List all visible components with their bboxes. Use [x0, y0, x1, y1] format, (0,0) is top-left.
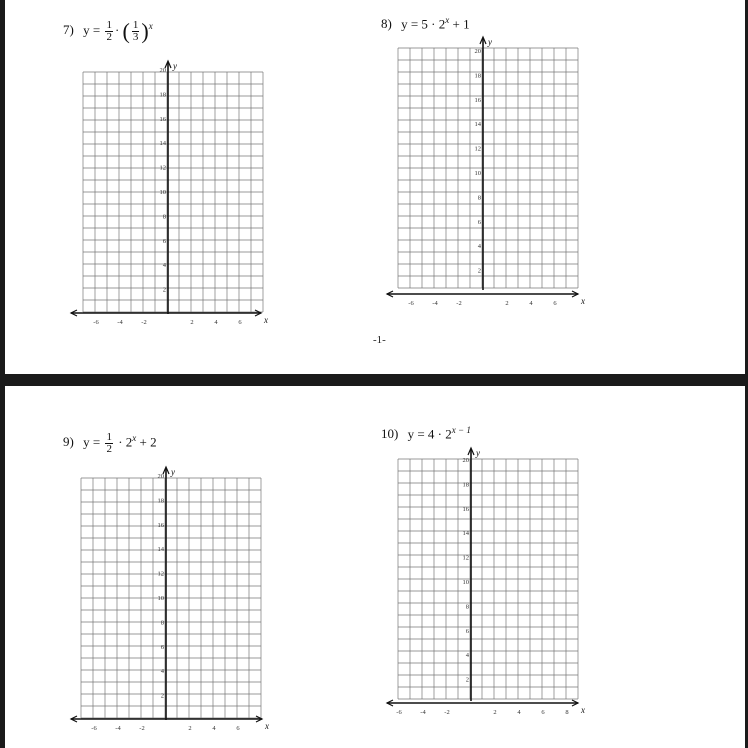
problem-9-base: · 2 [118, 434, 133, 450]
y-tick-label: 2 [465, 676, 469, 684]
x-tick-label: -2 [444, 709, 450, 716]
x-axis-label: x [264, 315, 268, 325]
y-axis-label: y [171, 467, 175, 477]
y-tick-label: 20 [474, 48, 481, 55]
y-tick-label: 8 [162, 213, 166, 221]
y-tick-label: 18 [462, 481, 469, 489]
x-tick-label: 6 [236, 725, 240, 732]
frac-num: 1 [106, 431, 112, 443]
y-tick-label: 6 [477, 218, 481, 226]
base-num: 1 [132, 19, 139, 31]
y-tick-label: 20 [159, 67, 166, 74]
problem-8-tail: + 1 [452, 16, 470, 32]
x-tick-label: -2 [456, 300, 462, 307]
x-tick-label: -6 [93, 319, 99, 326]
y-tick-label: 12 [474, 145, 481, 153]
x-tick-label: -2 [139, 725, 145, 732]
y-tick-label: 18 [159, 91, 166, 99]
frac-den: 2 [106, 443, 112, 455]
problem-9-exponent: x [132, 433, 137, 444]
y-axis-label: y [476, 448, 480, 458]
x-tick-label: 2 [190, 319, 194, 326]
problem-7-lhs: y = [83, 22, 101, 38]
x-tick-label: 4 [212, 725, 216, 732]
x-tick-label: 2 [493, 709, 497, 716]
x-axis-label: x [265, 721, 269, 731]
problem-7-exponent: x [148, 21, 153, 32]
problem-9-lhs: y = [83, 434, 101, 450]
problem-9-number: 9) [63, 434, 74, 450]
x-tick-label: -4 [115, 725, 121, 732]
y-tick-label: 6 [162, 237, 166, 245]
problem-8-number: 8) [381, 16, 392, 32]
x-tick-label: -6 [396, 709, 402, 716]
y-tick-label: 2 [162, 286, 166, 294]
x-axis-label: x [581, 705, 585, 715]
x-tick-label: -6 [91, 725, 97, 732]
y-tick-label: 16 [474, 96, 481, 104]
y-tick-label: 10 [462, 579, 469, 586]
y-tick-label: 16 [159, 115, 166, 123]
worksheet-page-2 [5, 386, 745, 748]
y-tick-label: 16 [462, 505, 469, 513]
problem-7-equation: 7) y = $\frac{1}{2}$ · ( $\frac{1}{3}$ )$^x$ [63, 18, 153, 44]
x-tick-label: 8 [565, 709, 569, 716]
y-tick-label: 8 [477, 194, 481, 202]
problem-9-tail: + 2 [139, 434, 157, 450]
problem-10-exponent: x − 1 [451, 425, 471, 435]
problem-10-lhs: y = 4 · 2 [407, 426, 452, 442]
y-tick-label: 10 [159, 189, 166, 196]
y-tick-label: 2 [477, 267, 481, 275]
graph-grid-8 [5, 0, 745, 374]
base-den: 3 [132, 31, 139, 43]
y-tick-label: 4 [160, 668, 164, 676]
x-tick-label: 4 [517, 709, 521, 716]
frac-num: 1 [106, 19, 112, 31]
y-tick-label: 20 [462, 457, 469, 464]
y-tick-label: 14 [462, 530, 469, 538]
y-tick-label: 8 [465, 603, 469, 611]
x-tick-label: -4 [420, 709, 426, 716]
y-tick-label: 4 [162, 262, 166, 270]
y-axis-label: y [488, 37, 492, 47]
page-number: -1- [373, 334, 386, 346]
graph-grid-10 [5, 386, 745, 748]
y-tick-label: 18 [474, 72, 481, 80]
problem-8-exponent: x [445, 15, 450, 25]
y-tick-label: 12 [462, 554, 469, 562]
y-tick-label: 2 [160, 692, 164, 700]
y-tick-label: 14 [159, 140, 166, 148]
x-tick-label: -4 [117, 319, 123, 326]
x-tick-label: 2 [188, 725, 192, 732]
problem-10-number: 10) [381, 426, 399, 442]
y-tick-label: 10 [474, 170, 481, 177]
x-tick-label: -2 [141, 319, 147, 326]
x-tick-label: 4 [529, 300, 533, 307]
y-tick-label: 6 [160, 643, 164, 651]
y-tick-label: 4 [465, 652, 469, 660]
worksheet-page-1 [5, 0, 745, 374]
y-tick-label: 8 [160, 619, 164, 627]
y-tick-label: 4 [477, 243, 481, 251]
y-tick-label: 14 [474, 121, 481, 129]
x-tick-label: -4 [432, 300, 438, 307]
y-tick-label: 14 [157, 546, 164, 554]
problem-8-lhs: y = 5 · 2 [401, 16, 446, 32]
x-axis-label: x [581, 296, 585, 306]
y-tick-label: 18 [157, 497, 164, 505]
problem-7-number: 7) [63, 22, 74, 38]
y-tick-label: 12 [159, 164, 166, 172]
y-tick-label: 10 [157, 595, 164, 602]
y-axis-label: y [173, 61, 177, 71]
y-tick-label: 12 [157, 570, 164, 578]
x-tick-label: 6 [553, 300, 557, 307]
frac-den: 2 [106, 31, 112, 43]
x-tick-label: 6 [238, 319, 242, 326]
y-tick-label: 6 [465, 627, 469, 635]
x-tick-label: 2 [505, 300, 509, 307]
y-tick-label: 20 [157, 473, 164, 480]
x-tick-label: -6 [408, 300, 414, 307]
x-tick-label: 6 [541, 709, 545, 716]
x-tick-label: 4 [214, 319, 218, 326]
y-tick-label: 16 [157, 521, 164, 529]
